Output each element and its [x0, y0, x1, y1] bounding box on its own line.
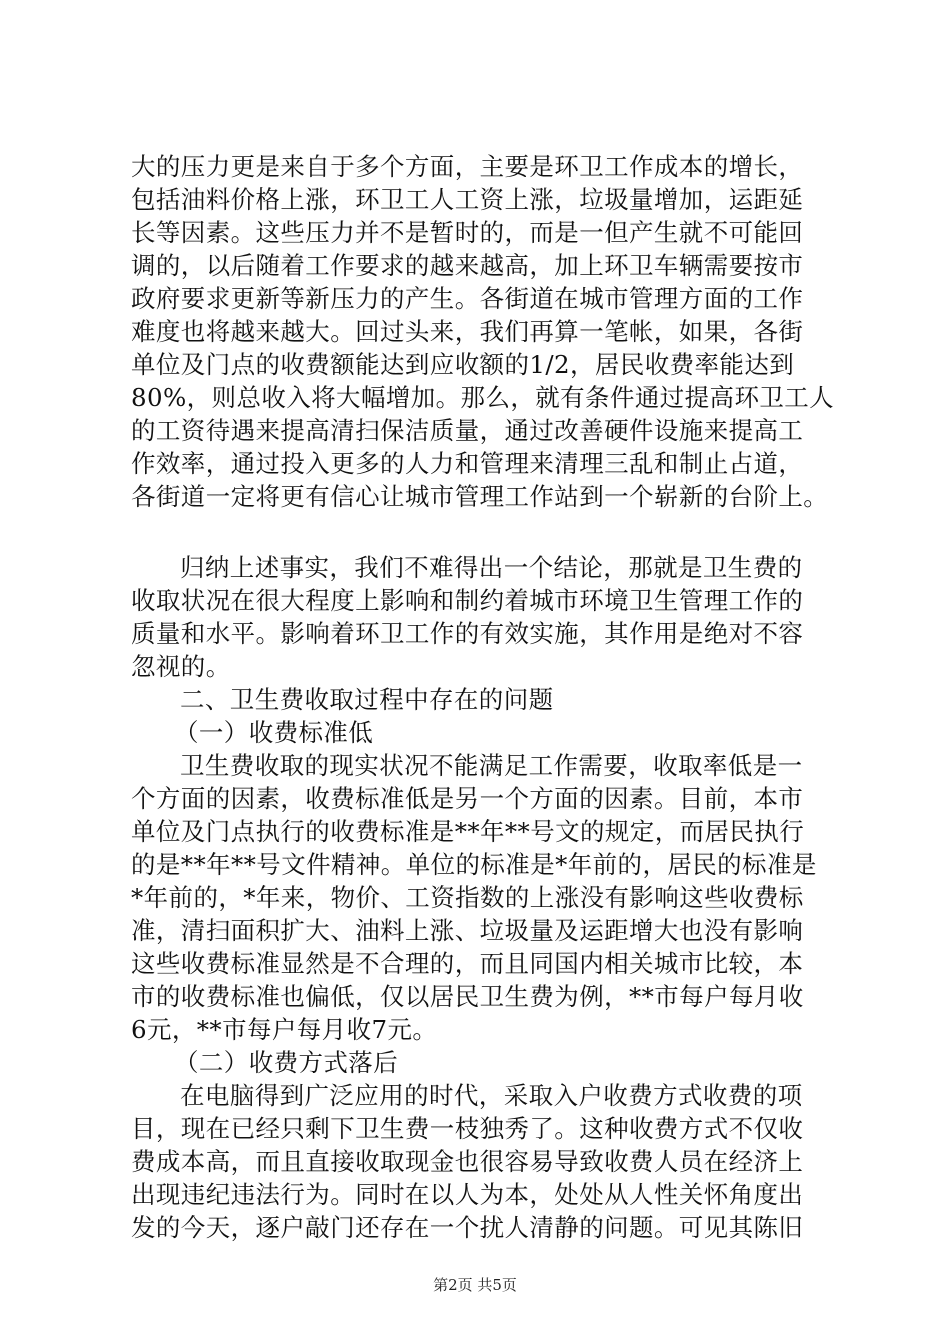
text-line: 单位及门点执行的收费标准是**年**号文的规定，而居民执行 — [131, 817, 805, 846]
text-line: 卫生费收取的现实状况不能满足工作需要，收取率低是一 — [180, 751, 803, 780]
subsection-heading-1: （一）收费标准低 — [174, 718, 374, 747]
text-line: 收取状况在很大程度上影响和制约着城市环境卫生管理工作的 — [131, 586, 804, 615]
text-line: 长等因素。这些压力并不是暂时的，而是一但产生就不可能回 — [131, 218, 804, 247]
text-line: *年前的，*年来，物价、工资指数的上涨没有影响这些收费标 — [131, 883, 804, 912]
text-line: 6元，**市每户每月收7元。 — [131, 1015, 438, 1044]
text-line: 调的，以后随着工作要求的越来越高，加上环卫车辆需要按市 — [131, 251, 804, 280]
paragraph-1 — [131, 150, 835, 513]
text-line: 政府要求更新等新压力的产生。各街道在城市管理方面的工作 — [131, 284, 804, 313]
text-line: 难度也将越来越大。回过头来，我们再算一笔帐，如果，各街 — [131, 317, 804, 346]
text-line: 出现违纪违法行为。同时在以人为本，处处从人性关怀角度出 — [131, 1180, 804, 1209]
text-line: 准，清扫面积扩大、油料上涨、垃圾量及运距增大也没有影响 — [131, 916, 804, 945]
text-line: 的工资待遇来提高清扫保洁质量，通过改善硬件设施来提高工 — [131, 416, 804, 445]
text-line: 归纳上述事实，我们不难得出一个结论，那就是卫生费的 — [180, 553, 803, 582]
text-line: 包括油料价格上涨，环卫工人工资上涨，垃圾量增加，运距延 — [131, 185, 804, 214]
page-number-footer: 第2页 共5页 — [433, 1276, 517, 1294]
text-line: 发的今天，逐户敲门还存在一个扰人清静的问题。可见其陈旧 — [131, 1213, 804, 1242]
text-line: 目，现在已经只剩下卫生费一枝独秀了。这种收费方式不仅收 — [131, 1114, 804, 1143]
text-line: 大的压力更是来自于多个方面，主要是环卫工作成本的增长， — [131, 152, 804, 181]
paragraph-spacer — [131, 513, 831, 551]
paragraph-2 — [131, 551, 831, 683]
text-line: 市的收费标准也偏低，仅以居民卫生费为例，**市每户每月收 — [131, 982, 804, 1011]
paragraph-4 — [131, 1079, 831, 1244]
text-line: 个方面的因素，收费标准低是另一个方面的因素。目前，本市 — [131, 784, 804, 813]
text-line: 80%，则总收入将大幅增加。那么，就有条件通过提高环卫工人 — [131, 383, 835, 412]
text-line: 忽视的。 — [131, 652, 231, 681]
text-line: 在电脑得到广泛应用的时代，采取入户收费方式收费的项 — [180, 1081, 803, 1110]
document-body — [131, 150, 835, 1244]
subsection-heading-2: （二）收费方式落后 — [174, 1048, 399, 1077]
text-line: 的是**年**号文件精神。单位的标准是*年前的，居民的标准是 — [131, 850, 817, 879]
text-line: 各街道一定将更有信心让城市管理工作站到一个崭新的台阶上。 — [131, 482, 829, 511]
text-line: 质量和水平。影响着环卫工作的有效实施，其作用是绝对不容 — [131, 619, 804, 648]
section-heading: 二、卫生费收取过程中存在的问题 — [180, 685, 554, 714]
paragraph-3 — [131, 749, 831, 1046]
text-line: 费成本高，而且直接收取现金也很容易导致收费人员在经济上 — [131, 1147, 804, 1176]
text-line: 作效率，通过投入更多的人力和管理来清理三乱和制止占道， — [131, 449, 804, 478]
text-line: 单位及门点的收费额能达到应收额的1/2，居民收费率能达到 — [131, 350, 795, 379]
text-line: 这些收费标准显然是不合理的，而且同国内相关城市比较，本 — [131, 949, 804, 978]
